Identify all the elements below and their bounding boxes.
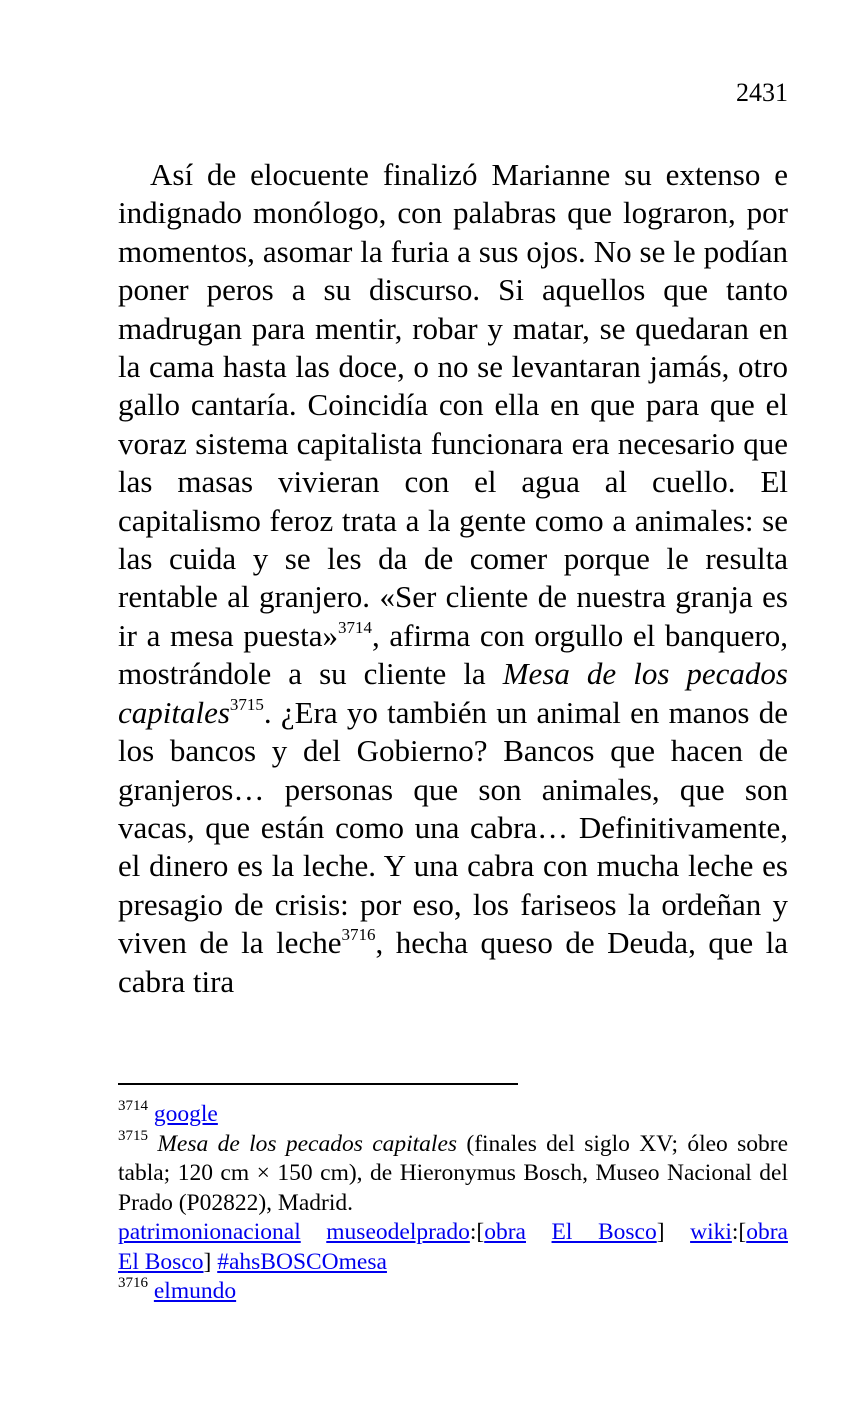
museodelprado-link[interactable]: museodelprado [326,1219,470,1245]
footnote-text: (finales del siglo XV; óleo sobre tabla; 120 cm × 150 cm), de Hieronymus Bosch, Museo Nacional del Prado (P02822), Madrid. [118,1130,789,1216]
bracket-text: ] [203,1248,212,1275]
footnote-painting-title: Mesa de los pecados capitales [157,1130,458,1157]
footnote-3715-links-cont [118,1248,788,1278]
page-number: 2431 [736,78,788,107]
body-segment: Así de elocuente finalizó Marianne su extenso e indignado monólogo, con palabras que lograron, por momentos, asomar la furia a sus ojos. No se le podían poner peros a su discurso. Si aquellos que tanto madrugan para mentir, robar y matar, se quedaran en la cama hasta las doce, o no se levantaran jamás, otro gallo cantaría. Coincidía con ella en que para que el voraz sistema capitalista funcionara era necesario que las masas vivieran con el agua al cuello. El capitalismo feroz trata a la gente como a animales: se las cuida y se les da de comer porque le resulta rentable al granjero. «Ser cliente de nuestra granja es ir a mesa puesta» [118,157,788,653]
painting-title: Mesa de los pecados capitales [118,656,788,730]
hashtag-link[interactable]: #ahsBOSCOmesa [217,1248,387,1275]
patrimonionacional-link[interactable]: patrimonionacional [118,1219,301,1245]
body-segment: , hecha queso de Deuda, que la cabra tira [118,925,788,999]
footnote-3716 [118,1277,788,1307]
prado-obra-link[interactable]: obra [484,1219,526,1245]
footnote-ref-3715[interactable]: 3715 [229,694,264,714]
footnote-3715 [118,1127,789,1219]
wiki-obra-link[interactable]: obra [746,1219,788,1245]
footnote-3715-links [118,1218,788,1248]
footnote-number: 3714 [118,1098,148,1114]
footnote-number: 3716 [118,1275,148,1291]
elmundo-link[interactable]: elmundo [153,1278,237,1304]
body-segment: , afirma con orgullo el banquero, mostrándole a su cliente la [118,617,788,692]
footnote-ref-3714[interactable]: 3714 [337,617,372,637]
bracket-text: :[ [731,1219,747,1245]
footnote-3714 [118,1100,788,1130]
bracket-text: :[ [469,1219,485,1245]
google-link[interactable]: google [153,1101,218,1127]
wiki-link[interactable]: wiki [690,1219,732,1245]
body-text [118,156,788,1001]
bracket-text: ] [656,1219,665,1245]
footnote-divider [118,1083,518,1085]
body-segment: . ¿Era yo también un animal en manos de los bancos y del Gobierno? Bancos que hacen de granjeros… personas que son animales, que son vacas, que están como una cabra… Definitivamente, el dinero es la leche. Y una cabra con mucha leche es presagio de crisis: por eso, los fariseos la ordeñan y viven de la leche [118,694,788,961]
footnote-number: 3715 [118,1127,148,1144]
footnote-ref-3716[interactable]: 3716 [341,925,376,945]
body-paragraph [118,156,788,1001]
prado-bosco-link[interactable]: El Bosco [551,1219,657,1245]
footnotes [118,1100,788,1307]
wiki-bosco-link[interactable]: El Bosco [118,1248,204,1275]
